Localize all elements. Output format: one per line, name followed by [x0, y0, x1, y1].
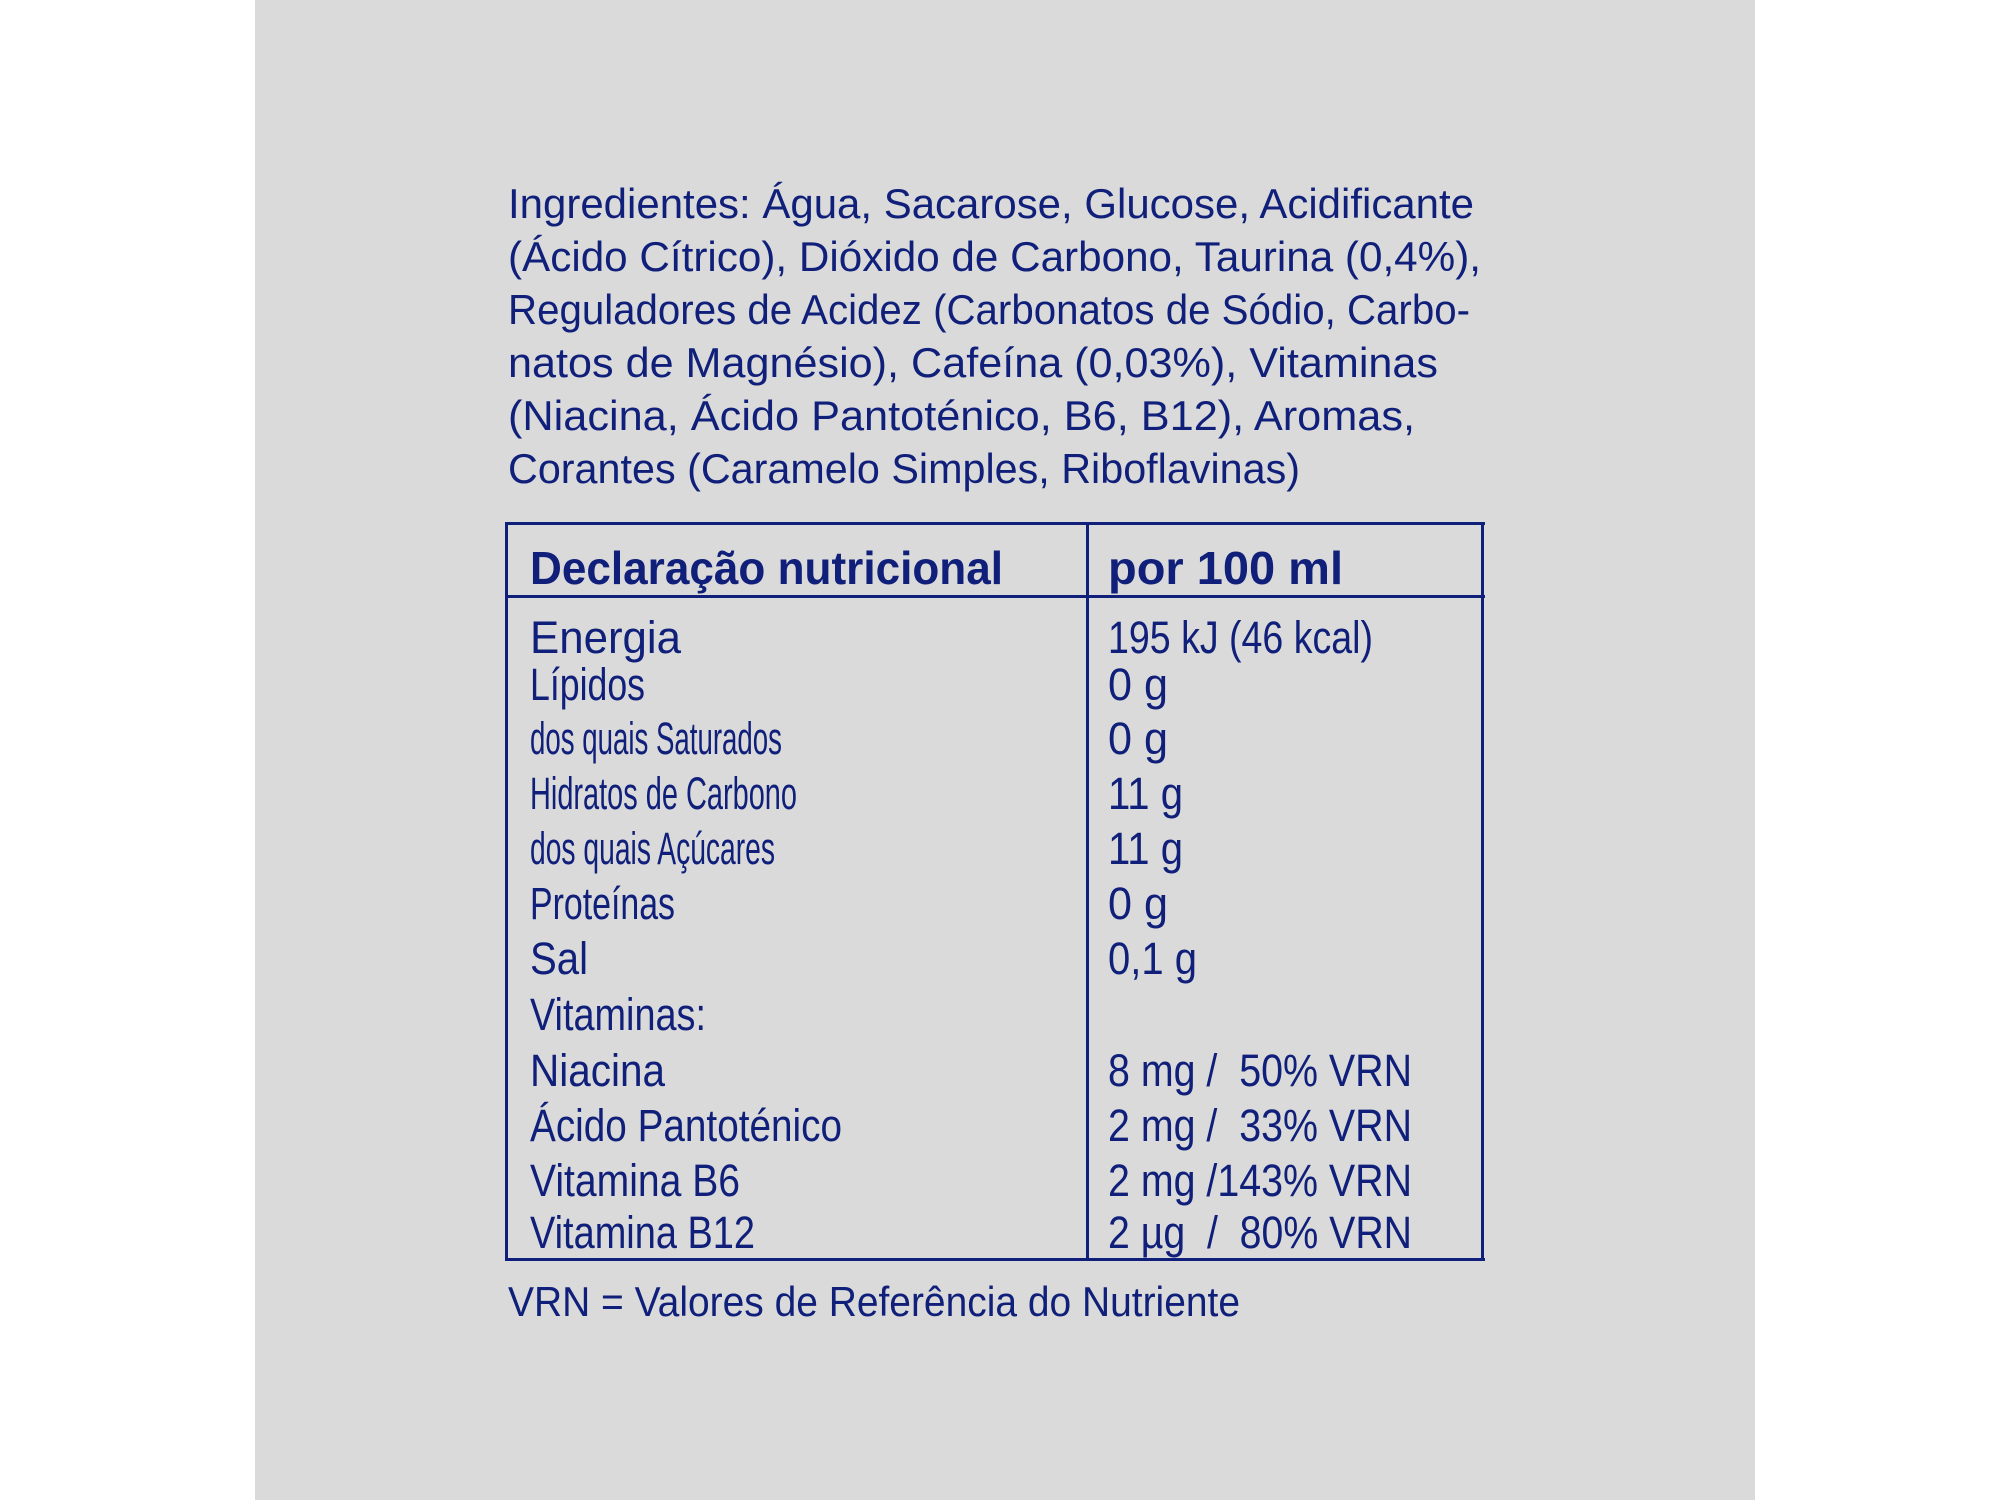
table-header-divider	[505, 595, 1485, 598]
nutrient-value: 0,1 g	[1108, 933, 1197, 984]
nutrient-value: 0 g	[1108, 713, 1168, 764]
nutrient-label: Lípidos	[530, 659, 645, 710]
nutrient-value: 0 g	[1108, 878, 1168, 929]
nutrient-value: 2 µg / 80% VRN	[1108, 1207, 1412, 1258]
nutrient-label: Hidratos de Carbono	[530, 768, 797, 819]
nutrient-value: 0 g	[1108, 659, 1168, 710]
nutrient-label: dos quais Saturados	[530, 713, 782, 764]
ingredients-line: natos de Magnésio), Cafeína (0,03%), Vitaminas	[508, 339, 1438, 386]
nutrient-label: Vitamina B12	[530, 1207, 755, 1258]
table-border-top	[505, 522, 1485, 525]
ingredients-line: (Ácido Cítrico), Dióxido de Carbono, Taurina (0,4%),	[508, 233, 1481, 280]
nutrient-label: Ácido Pantoténico	[530, 1100, 842, 1151]
footnote: VRN = Valores de Referência do Nutriente	[508, 1278, 1240, 1325]
nutrient-value: 195 kJ (46 kcal)	[1108, 612, 1373, 663]
table-border-bottom	[505, 1258, 1485, 1261]
table-header-label: Declaração nutricional	[530, 542, 1003, 594]
nutrient-label: Proteínas	[530, 878, 675, 929]
table-column-divider	[1086, 522, 1089, 1261]
nutrient-value: 11 g	[1108, 823, 1183, 874]
nutrient-label: Vitaminas:	[530, 989, 706, 1040]
nutrient-label: Vitamina B6	[530, 1155, 740, 1206]
nutrient-value: 2 mg /143% VRN	[1108, 1155, 1412, 1206]
ingredients-line: Reguladores de Acidez (Carbonatos de Sódio, Carbo-	[508, 286, 1470, 333]
nutrient-value: 11 g	[1108, 768, 1183, 819]
nutrient-label: dos quais Açúcares	[530, 823, 775, 874]
nutrient-label: Energia	[530, 612, 681, 663]
ingredients-line: (Niacina, Ácido Pantoténico, B6, B12), Aromas,	[508, 392, 1415, 439]
table-border-left	[505, 522, 508, 1261]
nutrient-label: Niacina	[530, 1045, 665, 1096]
table-header-value: por 100 ml	[1108, 542, 1343, 594]
ingredients-line: Corantes (Caramelo Simples, Riboflavinas)	[508, 445, 1300, 492]
nutrient-value: 8 mg / 50% VRN	[1108, 1045, 1412, 1096]
table-border-right	[1481, 522, 1484, 1261]
nutrient-label: Sal	[530, 933, 588, 984]
ingredients-line: Ingredientes: Água, Sacarose, Glucose, Acidificante	[508, 180, 1474, 227]
nutrient-value: 2 mg / 33% VRN	[1108, 1100, 1412, 1151]
